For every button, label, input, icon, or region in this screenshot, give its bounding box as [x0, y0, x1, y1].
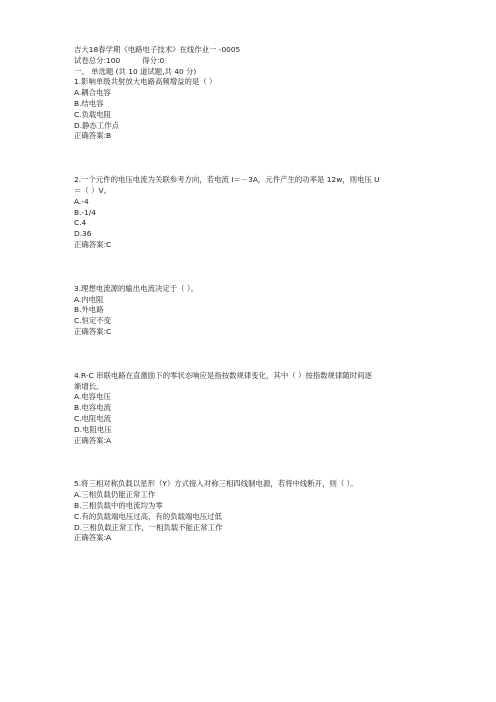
exam-document: [74, 45, 434, 544]
correct-answer: 正确答案:B: [74, 131, 112, 141]
option-a: A.-4: [74, 196, 89, 206]
score: 得分:0: [142, 55, 165, 65]
option-b: B.三相负载中的电流均为零: [74, 500, 163, 510]
question-stem: 2.一个元件的电压电流为关联参考方向，若电流 I＝－3A，元件产生的功率是 12w，则电压 U: [74, 175, 380, 185]
total-score: 试卷总分:100: [74, 55, 121, 65]
question-stem: 3.理想电流源的输出电流决定于（ ）。: [74, 283, 198, 293]
question-3: [74, 284, 434, 338]
correct-answer: 正确答案:A: [74, 435, 112, 445]
option-d: D.电阻电压: [74, 424, 112, 434]
option-d: D.静态工作点: [74, 120, 119, 130]
question-stem: 1.影响单级共射放大电路高频增益的是（ ）: [74, 77, 217, 87]
option-c: C.4: [74, 218, 87, 228]
section-heading: 一、 单选题 (共 10 道试题,共 40 分): [74, 66, 197, 76]
question-1: [74, 77, 434, 142]
correct-answer: 正确答案:A: [74, 533, 112, 543]
option-c: C.有的负载端电压过高，有的负载端电压过低: [74, 511, 222, 521]
question-4: [74, 371, 434, 447]
option-a: A.内电阻: [74, 294, 104, 304]
option-b: B.电容电流: [74, 403, 111, 413]
correct-answer: 正确答案:C: [74, 326, 112, 336]
question-2: [74, 175, 434, 251]
question-5: [74, 479, 434, 544]
score-row: [74, 56, 434, 67]
option-b: B.外电路: [74, 305, 104, 315]
option-a: A.三相负载仍能正常工作: [74, 490, 156, 500]
option-d: D.三相负载正常工作，一相负载不能正常工作: [74, 522, 223, 532]
question-stem-continued: 渐增长。: [74, 381, 104, 391]
option-d: D.36: [74, 229, 92, 239]
option-a: A.耦合电容: [74, 88, 111, 98]
question-stem: 5.将三相对称负载以星形（Y）方式接入对称三相四线制电源，若将中线断开，则（ ）。: [74, 479, 358, 489]
option-c: C.恒定不变: [74, 316, 112, 326]
option-c: C.电阻电流: [74, 413, 112, 423]
question-stem-continued: ＝（ ）V。: [74, 185, 111, 195]
document-title: 吉大18春学期《电路电子技术》在线作业一 -0005: [74, 45, 241, 54]
option-b: B.结电容: [74, 98, 104, 108]
option-c: C.负载电阻: [74, 109, 112, 119]
option-b: B.-1/4: [74, 207, 96, 217]
correct-answer: 正确答案:C: [74, 239, 112, 249]
option-a: A.电容电压: [74, 392, 111, 402]
question-stem: 4.R-C 串联电路在直激励下的零状态响应是指按数规律变化，其中（ ）按指数规律随时间逐: [74, 370, 372, 380]
